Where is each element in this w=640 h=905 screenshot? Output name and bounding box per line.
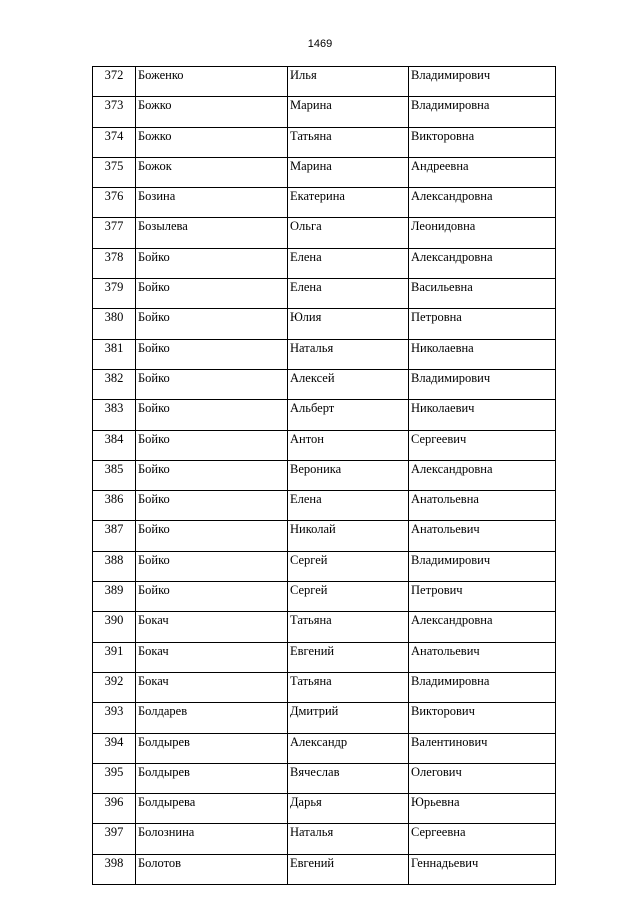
- first-name-cell: Марина: [288, 157, 409, 187]
- patronymic-cell: Сергеевна: [409, 824, 556, 854]
- row-number-cell: 389: [93, 582, 136, 612]
- first-name-cell: Сергей: [288, 551, 409, 581]
- patronymic-cell: Валентинович: [409, 733, 556, 763]
- patronymic-cell: Владимирович: [409, 67, 556, 97]
- row-number-cell: 381: [93, 339, 136, 369]
- last-name-cell: Болотов: [136, 854, 288, 884]
- first-name-cell: Татьяна: [288, 612, 409, 642]
- table-row: [93, 672, 556, 702]
- table-row: [93, 824, 556, 854]
- roster-table-body: [93, 67, 556, 885]
- last-name-cell: Болдырев: [136, 733, 288, 763]
- page-number: 1469: [307, 38, 333, 50]
- table-row: [93, 521, 556, 551]
- roster-table: [92, 66, 556, 885]
- last-name-cell: Болдырева: [136, 794, 288, 824]
- row-number-cell: 373: [93, 97, 136, 127]
- row-number-cell: 386: [93, 491, 136, 521]
- first-name-cell: Наталья: [288, 824, 409, 854]
- table-row: [93, 248, 556, 278]
- table-row: [93, 279, 556, 309]
- last-name-cell: Бойко: [136, 248, 288, 278]
- patronymic-cell: Васильевна: [409, 279, 556, 309]
- table-row: [93, 551, 556, 581]
- row-number-cell: 387: [93, 521, 136, 551]
- patronymic-cell: Андреевна: [409, 157, 556, 187]
- patronymic-cell: Викторовна: [409, 127, 556, 157]
- table-row: [93, 794, 556, 824]
- patronymic-cell: Александровна: [409, 460, 556, 490]
- first-name-cell: Алексей: [288, 369, 409, 399]
- last-name-cell: Болдарев: [136, 703, 288, 733]
- first-name-cell: Сергей: [288, 582, 409, 612]
- last-name-cell: Бойко: [136, 400, 288, 430]
- table-row: [93, 612, 556, 642]
- last-name-cell: Бокач: [136, 672, 288, 702]
- row-number-cell: 372: [93, 67, 136, 97]
- table-row: [93, 400, 556, 430]
- row-number-cell: 377: [93, 218, 136, 248]
- row-number-cell: 385: [93, 460, 136, 490]
- first-name-cell: Дмитрий: [288, 703, 409, 733]
- first-name-cell: Наталья: [288, 339, 409, 369]
- table-row: [93, 491, 556, 521]
- last-name-cell: Бокач: [136, 642, 288, 672]
- table-row: [93, 127, 556, 157]
- first-name-cell: Вячеслав: [288, 763, 409, 793]
- first-name-cell: Марина: [288, 97, 409, 127]
- row-number-cell: 379: [93, 279, 136, 309]
- last-name-cell: Божко: [136, 97, 288, 127]
- patronymic-cell: Викторович: [409, 703, 556, 733]
- last-name-cell: Бозылева: [136, 218, 288, 248]
- last-name-cell: Бойко: [136, 582, 288, 612]
- last-name-cell: Бойко: [136, 430, 288, 460]
- table-row: [93, 582, 556, 612]
- row-number-cell: 395: [93, 763, 136, 793]
- last-name-cell: Болдырев: [136, 763, 288, 793]
- row-number-cell: 378: [93, 248, 136, 278]
- row-number-cell: 394: [93, 733, 136, 763]
- patronymic-cell: Владимирович: [409, 369, 556, 399]
- first-name-cell: Николай: [288, 521, 409, 551]
- last-name-cell: Божко: [136, 127, 288, 157]
- first-name-cell: Ольга: [288, 218, 409, 248]
- patronymic-cell: Анатольевна: [409, 491, 556, 521]
- last-name-cell: Бойко: [136, 279, 288, 309]
- table-row: [93, 430, 556, 460]
- first-name-cell: Евгений: [288, 642, 409, 672]
- patronymic-cell: Леонидовна: [409, 218, 556, 248]
- table-row: [93, 97, 556, 127]
- row-number-cell: 375: [93, 157, 136, 187]
- first-name-cell: Юлия: [288, 309, 409, 339]
- first-name-cell: Татьяна: [288, 672, 409, 702]
- table-row: [93, 369, 556, 399]
- last-name-cell: Бойко: [136, 551, 288, 581]
- table-row: [93, 703, 556, 733]
- table-row: [93, 67, 556, 97]
- patronymic-cell: Николаевич: [409, 400, 556, 430]
- patronymic-cell: Юрьевна: [409, 794, 556, 824]
- last-name-cell: Бокач: [136, 612, 288, 642]
- first-name-cell: Екатерина: [288, 188, 409, 218]
- row-number-cell: 397: [93, 824, 136, 854]
- first-name-cell: Александр: [288, 733, 409, 763]
- last-name-cell: Божок: [136, 157, 288, 187]
- patronymic-cell: Владимировна: [409, 97, 556, 127]
- table-row: [93, 339, 556, 369]
- table-row: [93, 157, 556, 187]
- first-name-cell: Евгений: [288, 854, 409, 884]
- table-row: [93, 460, 556, 490]
- table-row: [93, 854, 556, 884]
- row-number-cell: 384: [93, 430, 136, 460]
- table-row: [93, 763, 556, 793]
- last-name-cell: Бойко: [136, 460, 288, 490]
- first-name-cell: Альберт: [288, 400, 409, 430]
- last-name-cell: Бозина: [136, 188, 288, 218]
- table-row: [93, 642, 556, 672]
- patronymic-cell: Олегович: [409, 763, 556, 793]
- patronymic-cell: Владимировна: [409, 672, 556, 702]
- first-name-cell: Антон: [288, 430, 409, 460]
- table-row: [93, 218, 556, 248]
- patronymic-cell: Петровна: [409, 309, 556, 339]
- row-number-cell: 376: [93, 188, 136, 218]
- first-name-cell: Илья: [288, 67, 409, 97]
- first-name-cell: Вероника: [288, 460, 409, 490]
- row-number-cell: 391: [93, 642, 136, 672]
- first-name-cell: Елена: [288, 491, 409, 521]
- row-number-cell: 382: [93, 369, 136, 399]
- patronymic-cell: Владимирович: [409, 551, 556, 581]
- row-number-cell: 390: [93, 612, 136, 642]
- row-number-cell: 396: [93, 794, 136, 824]
- table-row: [93, 188, 556, 218]
- last-name-cell: Боженко: [136, 67, 288, 97]
- last-name-cell: Бойко: [136, 521, 288, 551]
- patronymic-cell: Сергеевич: [409, 430, 556, 460]
- patronymic-cell: Анатольевич: [409, 521, 556, 551]
- row-number-cell: 393: [93, 703, 136, 733]
- patronymic-cell: Александровна: [409, 188, 556, 218]
- row-number-cell: 380: [93, 309, 136, 339]
- last-name-cell: Болознина: [136, 824, 288, 854]
- first-name-cell: Татьяна: [288, 127, 409, 157]
- table-row: [93, 733, 556, 763]
- row-number-cell: 374: [93, 127, 136, 157]
- row-number-cell: 383: [93, 400, 136, 430]
- patronymic-cell: Александровна: [409, 248, 556, 278]
- last-name-cell: Бойко: [136, 339, 288, 369]
- last-name-cell: Бойко: [136, 309, 288, 339]
- row-number-cell: 388: [93, 551, 136, 581]
- first-name-cell: Елена: [288, 248, 409, 278]
- patronymic-cell: Геннадьевич: [409, 854, 556, 884]
- patronymic-cell: Анатольевич: [409, 642, 556, 672]
- patronymic-cell: Петрович: [409, 582, 556, 612]
- first-name-cell: Дарья: [288, 794, 409, 824]
- last-name-cell: Бойко: [136, 491, 288, 521]
- patronymic-cell: Николаевна: [409, 339, 556, 369]
- first-name-cell: Елена: [288, 279, 409, 309]
- row-number-cell: 398: [93, 854, 136, 884]
- row-number-cell: 392: [93, 672, 136, 702]
- table-row: [93, 309, 556, 339]
- last-name-cell: Бойко: [136, 369, 288, 399]
- patronymic-cell: Александровна: [409, 612, 556, 642]
